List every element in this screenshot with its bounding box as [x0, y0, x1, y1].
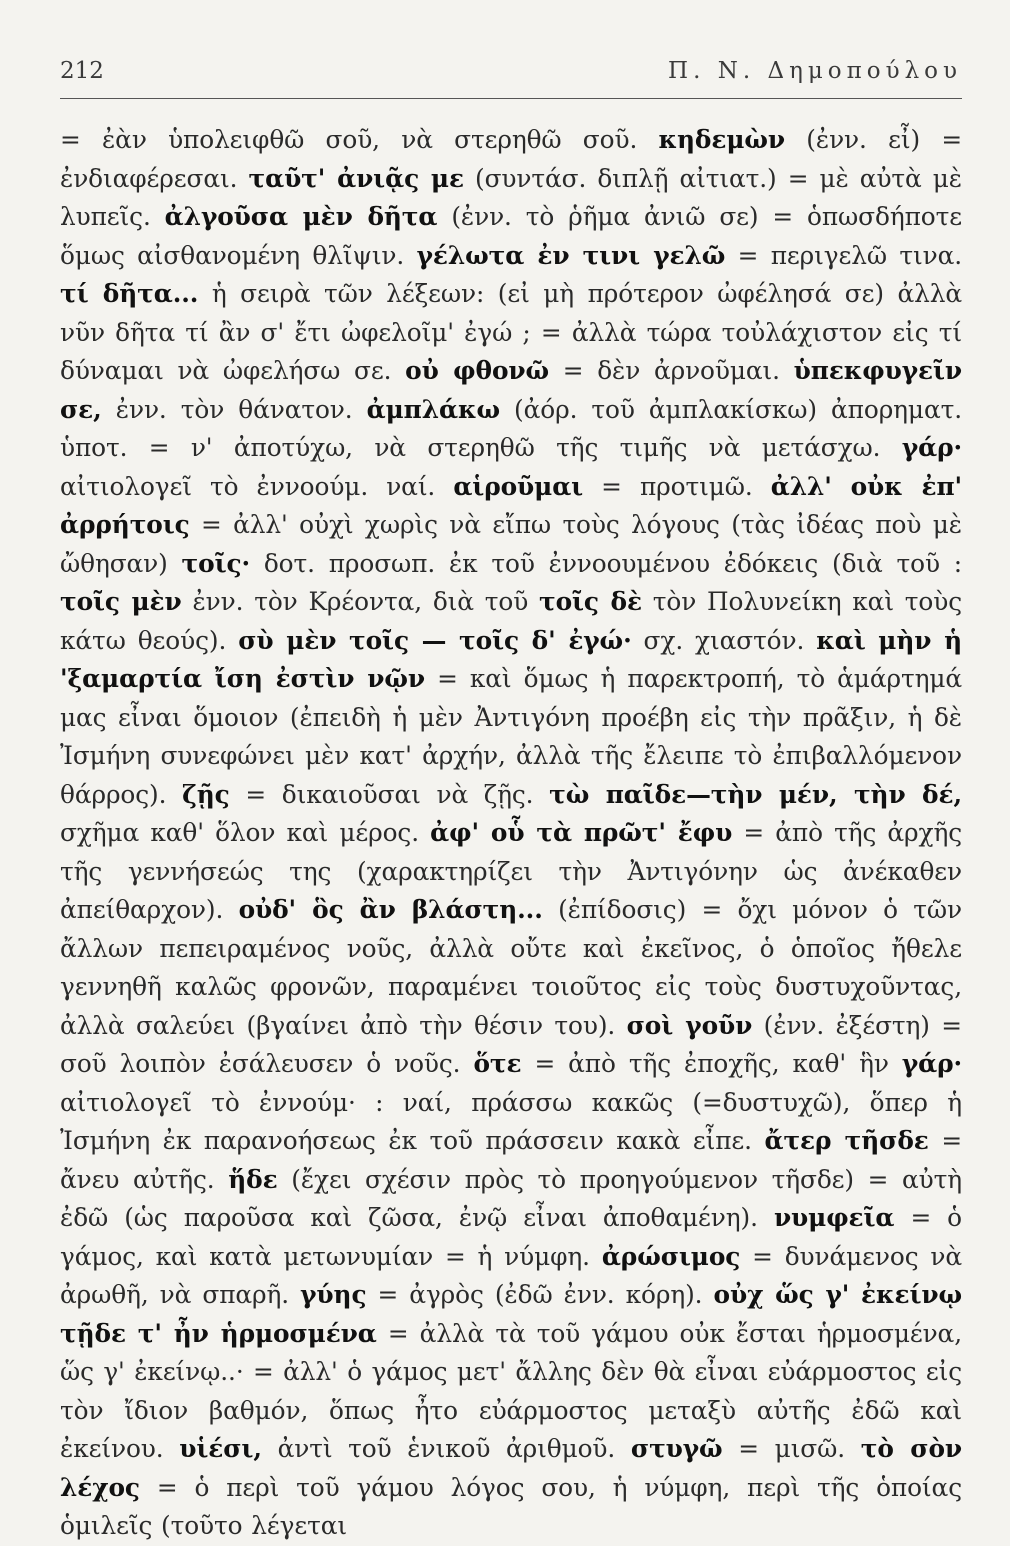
lemma-term: τοῖς μὲν	[60, 587, 182, 616]
lemma-term: κηδεμὼν	[658, 125, 786, 154]
gloss-text: = ἀπὸ τῆς ἀρχῆς τῆς γεννήσεώς της (χαρακτηρίζει τὴν Ἀντιγόνην ὡς ἀνέκαθεν ἀπείθαρχον).	[60, 818, 962, 924]
lemma-term: σοὶ γοῦν	[626, 1010, 753, 1040]
gloss-text: τὸν Πολυνείκη καὶ τοὺς κάτω θεούς).	[60, 587, 962, 655]
lemma-term: αἱροῦμαι	[453, 471, 584, 501]
gloss-text: = ἀλλὰ τὰ τοῦ γάμου οὐκ ἔσται ἡρμοσμένα, ὥς γ' ἐκείνῳ..· = ἀλλ' ὁ γάμος μετ' ἄλλης δὲν θὰ εἶναι εὐάρμοστος εἰς τὸν ἴδιον βαθμόν, ὅπως ἦτο εὐάρμοστος μεταξὺ αὐτῆς ἐδῶ καὶ ἐκείνου.	[60, 1318, 962, 1463]
lemma-term: οὐδ' ὃς ἂν βλάστη...	[238, 895, 543, 924]
gloss-text: = μισῶ.	[722, 1434, 861, 1463]
lemma-term: τὸ σὸν λέχος	[60, 1434, 962, 1502]
lemma-term: τί δῆτα...	[60, 279, 199, 308]
lemma-term: ζῇς	[182, 779, 230, 809]
lemma-term: γέλωτα ἐν τινι γελῶ	[416, 240, 726, 270]
gloss-text: (συντάσ. διπλῇ αἰτιατ.) = μὲ αὐτὰ μὲ λυπεῖς.	[60, 163, 962, 231]
lemma-term: οὐ φθονῶ	[405, 356, 550, 385]
gloss-text: σχῆμα καθ' ὅλον καὶ μέρος.	[60, 818, 431, 847]
lemma-term: νυμφεῖα	[773, 1203, 895, 1232]
lemma-term: ἀφ' οὗ τὰ πρῶτ' ἔφυ	[430, 818, 733, 847]
lemma-term: ταῦτ' ἀνιᾷς με	[248, 163, 464, 193]
lemma-term: ἥδε	[228, 1164, 278, 1194]
gloss-text: = ἐὰν ὑπολειφθῶ σοῦ, νὰ στερηθῶ σοῦ.	[60, 125, 659, 154]
gloss-text: αἰτιολογεῖ τὸ ἐννούμ· : ναί, πράσσω κακῶς (=δυστυχῶ), ὅπερ ἡ Ἰσμήνη ἐκ παρανοήσεως ἐκ τοῦ πράσσειν κακὰ εἶπε.	[60, 1087, 962, 1155]
running-head-author: Π. Ν. Δημοπούλου	[668, 58, 962, 84]
commentary-text	[60, 121, 962, 1546]
gloss-text: = ἄνευ αὐτῆς.	[60, 1126, 962, 1194]
gloss-text: (ἐνν. εἶ) = ἐνδιαφέρεσαι.	[60, 125, 962, 193]
gloss-text: (ἔχει σχέσιν πρὸς τὸ προηγούμενον τῆσδε) = αὐτὴ ἐδῶ (ὡς παροῦσα καὶ ζῶσα, ἐνῷ εἶναι ἀποθαμένη).	[60, 1164, 963, 1232]
gloss-text: = προτιμῶ.	[583, 471, 771, 501]
gloss-text: (ἀόρ. τοῦ ἀμπλακίσκω) ἀπορηματ. ὑποτ. = ν' ἀποτύχω, νὰ στερηθῶ τῆς τιμῆς νὰ μετάσχω.	[60, 394, 962, 462]
lemma-term: ἀρώσιμος	[601, 1241, 741, 1271]
lemma-term: ὅτε	[473, 1049, 522, 1078]
gloss-text: αἰτιολογεῖ τὸ ἐννοούμ. ναί.	[60, 471, 454, 501]
lemma-term: ἀλλ' οὐκ ἐπ' ἀρρήτοις	[60, 471, 963, 539]
gloss-text: = δυνάμενος νὰ ἀρωθῆ, νὰ σπαρῆ.	[60, 1241, 962, 1309]
gloss-text: = δικαιοῦσαι νὰ ζῇς.	[229, 779, 550, 809]
lemma-term: ἀλγοῦσα μὲν δῆτα	[164, 202, 438, 231]
lemma-term: ὑπεκφυγεῖν σε,	[60, 356, 962, 424]
lemma-term: σὺ μὲν τοῖς — τοῖς δ' ἐγώ·	[238, 625, 632, 655]
gloss-text: = περιγελῶ τινα.	[725, 240, 962, 270]
lemma-term: τοῖς·	[181, 548, 251, 578]
lemma-term: τοῖς δὲ	[539, 587, 642, 616]
lemma-term: τὼ παῖδε—τὴν μέν, τὴν δέ,	[549, 779, 962, 809]
lemma-term: στυγῶ	[630, 1434, 723, 1463]
gloss-text: ἐνν. τὸν Κρέοντα, διὰ τοῦ	[181, 587, 539, 616]
lemma-term: ἄτερ τῆσδε	[764, 1126, 929, 1155]
lemma-term: γύης	[300, 1280, 367, 1309]
lemma-term: γάρ·	[901, 1049, 962, 1078]
lemma-term: γάρ·	[901, 433, 962, 462]
lemma-term: καὶ μὴν ἡ 'ξαμαρτία ἴση ἐστὶν νῷν	[60, 625, 963, 693]
gloss-text: (ἐπίδοσις) = ὄχι μόνον ὁ τῶν ἄλλων πεπειραμένος νοῦς, ἀλλὰ οὔτε καὶ ἐκεῖνος, ὁ ὁποῖος ἤθελε γεννηθῆ καλῶς φρονῶν, παραμένει τοιοῦτος εἰς τοὺς δυστυχοῦντας, ἀλλὰ σαλεύει (βγαίνει ἀπὸ τὴν θέσιν του).	[60, 895, 963, 1040]
gloss-text: ἐνν. τὸν θάνατον.	[101, 394, 367, 424]
gloss-text: ἡ σειρὰ τῶν λέξεων: (εἰ μὴ πρότερον ὠφέλησά σε) ἀλλὰ νῦν δῆτα τί ἂν σ' ἔτι ὠφελοῖμ' ἐγώ ; = ἀλλὰ τώρα τοὐλάχιστον εἰς τί δύναμαι νὰ ὠφελήσω σε.	[60, 279, 962, 385]
gloss-text: = ἀλλ' οὐχὶ χωρὶς νὰ εἴπω τοὺς λόγους (τὰς ἰδέας ποὺ μὲ ὤθησαν)	[60, 510, 962, 578]
gloss-text: = ὁ περὶ τοῦ γάμου λόγος σου, ἡ νύμφη, περὶ τῆς ὁποίας ὁμιλεῖς (τοῦτο λέγεται	[60, 1472, 962, 1540]
gloss-text: = ἀγρὸς (ἐδῶ ἐνν. κόρη).	[366, 1280, 714, 1309]
running-header	[60, 58, 962, 99]
gloss-text: (ἐνν. ἐξέστη) = σοῦ λοιπὸν ἐσάλευσεν ὁ νοῦς.	[60, 1010, 962, 1078]
lemma-term: οὐχ ὥς γ' ἐκείνῳ τῇδε τ' ἦν ἡρμοσμένα	[60, 1280, 962, 1348]
page-number: 212	[60, 58, 104, 84]
gloss-text: (ἐνν. τὸ ῥῆμα ἀνιῶ σε) = ὁπωσδήποτε ὅμως αἰσθανομένη θλῖψιν.	[60, 202, 962, 270]
gloss-text: = ἀπὸ τῆς ἐποχῆς, καθ' ἣν	[521, 1049, 902, 1078]
gloss-text: δοτ. προσωπ. ἐκ τοῦ ἐννοουμένου ἐδόκεις (διὰ τοῦ :	[250, 548, 962, 578]
lemma-term: υἱέσι,	[179, 1434, 262, 1463]
gloss-text: σχ. χιαστόν.	[631, 625, 817, 655]
gloss-text: = καὶ ὅμως ἡ παρεκτροπή, τὸ ἁμάρτημά μας εἶναι ὅμοιον (ἐπειδὴ ἡ μὲν Ἀντιγόνη προέβη εἰς τὴν πρᾶξιν, ἡ δὲ Ἰσμήνη συνεφώνει μὲν κατ' ἀρχήν, ἀλλὰ τῆς ἔλειπε τὸ ἐπιβαλλόμενον θάρρος).	[60, 664, 962, 809]
gloss-text: = ὁ γάμος, καὶ κατὰ μετωνυμίαν = ἡ νύμφη.	[60, 1203, 962, 1271]
gloss-text: = δὲν ἀρνοῦμαι.	[549, 356, 794, 385]
gloss-text: ἀντὶ τοῦ ἑνικοῦ ἀριθμοῦ.	[261, 1434, 631, 1463]
lemma-term: ἀμπλάκω	[366, 394, 500, 424]
commentary-paragraph	[60, 121, 962, 1546]
